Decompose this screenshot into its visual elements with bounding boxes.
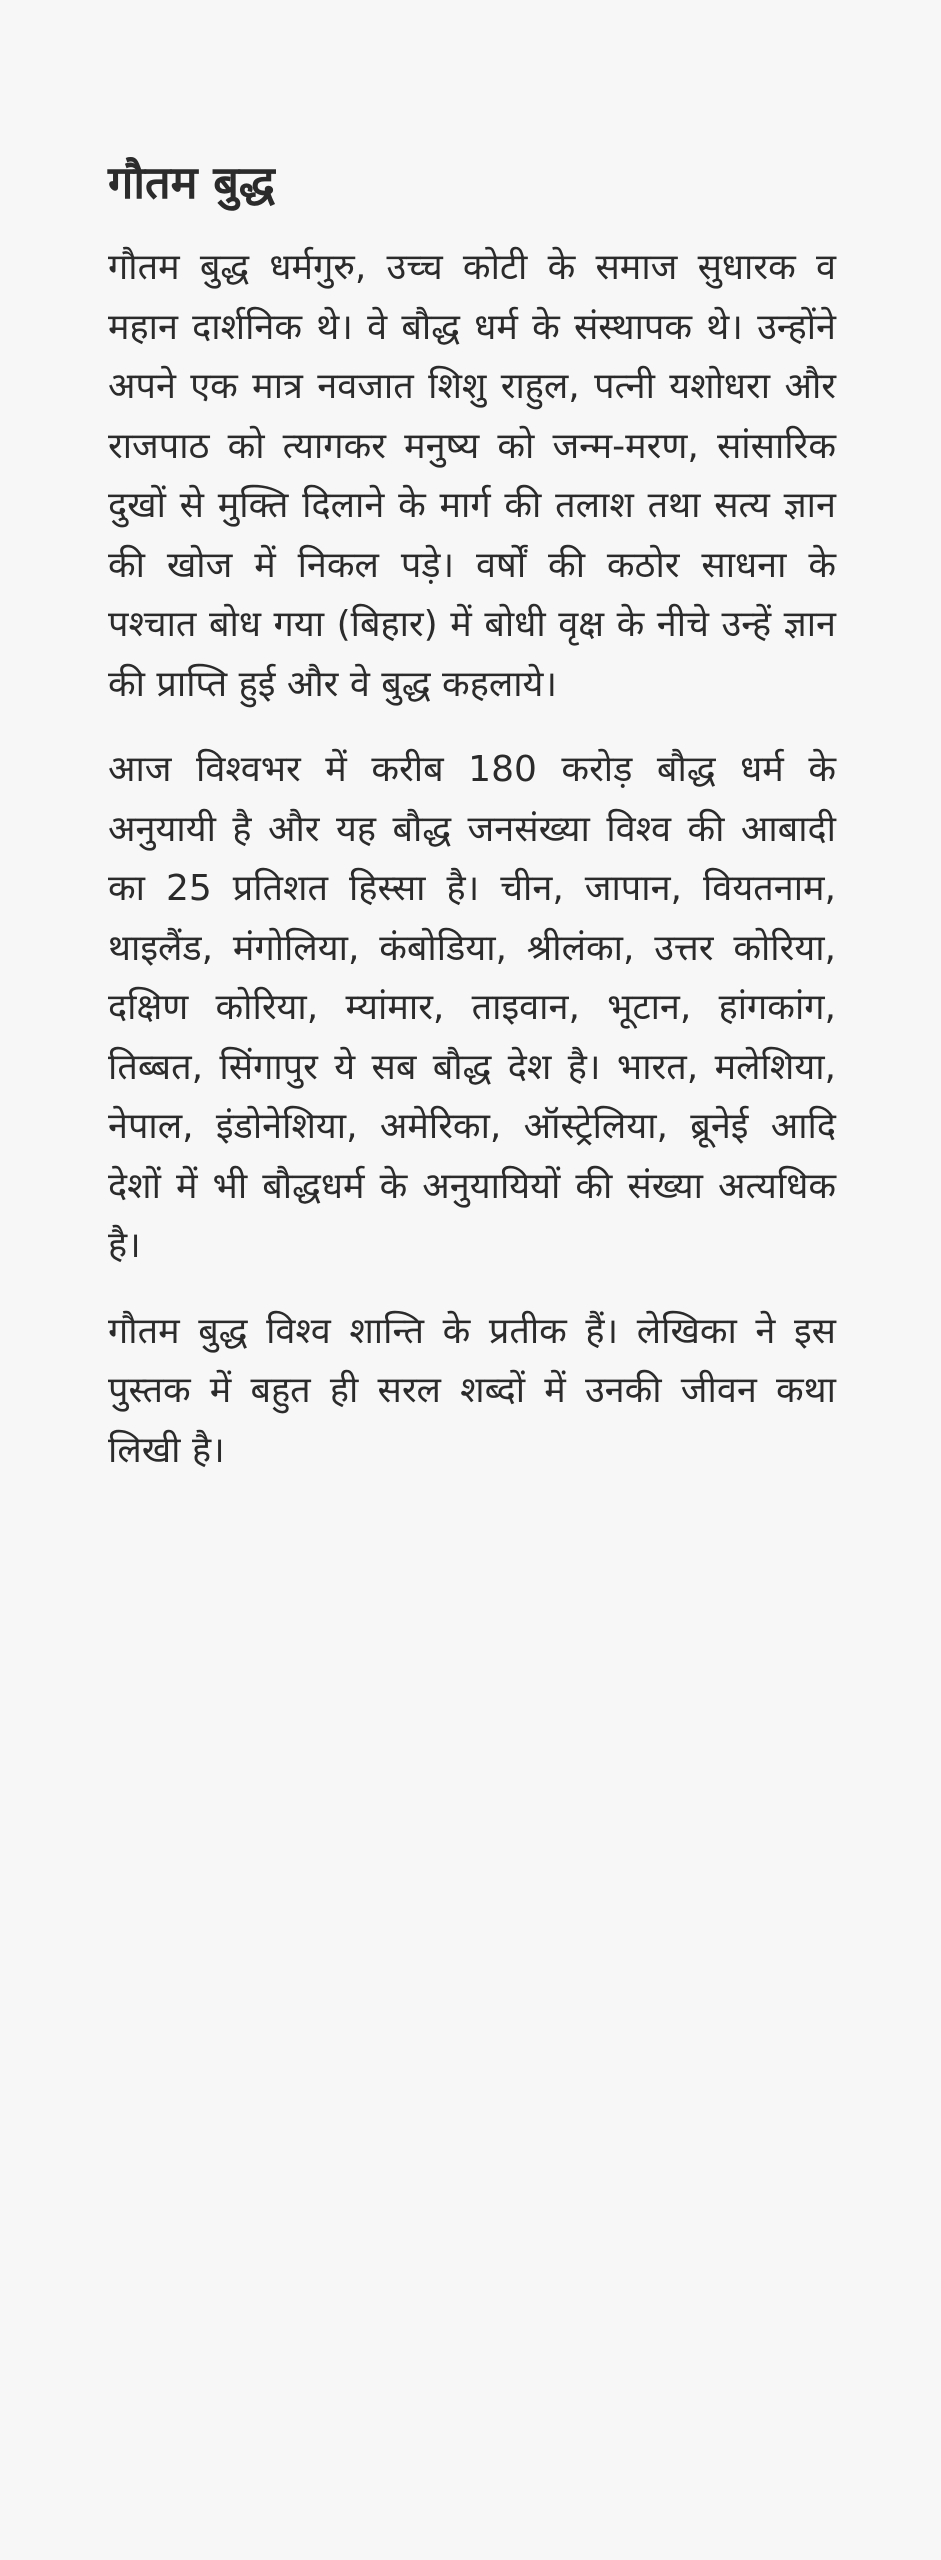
- paragraph-3: गौतम बुद्ध विश्व शान्ति के प्रतीक हैं। लेखिका ने इस पुस्तक में बहुत ही सरल शब्दों में उनकी जीवन कथा लिखी है।: [108, 1310, 836, 1471]
- paragraph-2: आज विश्वभर में करीब 180 करोड़ बौद्ध धर्म के अनुयायी है और यह बौद्ध जनसंख्या विश्व की आबादी का 25 प्रतिशत हिस्सा है। चीन, जापान, वियतनाम, थाइलैंड, मंगोलिया, कंबोडिया, श्रीलंका, उत्तर कोरिया, दक्षिण कोरिया, म्यांमार, ताइवान, भूटान, हांगकांग, तिब्बत, सिंगापुर ये सब बौद्ध देश है। भारत, मलेशिया, नेपाल, इंडोनेशिया, अमेरिका, ऑस्ट्रेलिया, ब्रूनेई आदि देशों में भी बौद्धधर्म के अनुयायियों की संख्या अत्यधिक है।: [108, 749, 836, 1266]
- paragraph-1: गौतम बुद्ध धर्मगुरु, उच्च कोटी के समाज सुधारक व महान दार्शनिक थे। वे बौद्ध धर्म के संस्थापक थे। उन्होंने अपने एक मात्र नवजात शिशु राहुल, पत्नी यशोधरा और राजपाठ को त्यागकर मनुष्य को जन्म-मरण, सांसारिक दुखों से मुक्ति दिलाने के मार्ग की तलाश तथा सत्य ज्ञान की खोज में निकल पड़े। वर्षों की कठोर साधना के पश्चात बोध गया (बिहार) में बोधी वृक्ष के नीचे उन्हें ज्ञान की प्राप्ति हुई और वे बुद्ध कहलाये।: [108, 247, 836, 705]
- page-content: [108, 150, 836, 1506]
- page-title: गौतम बुद्ध: [108, 156, 275, 209]
